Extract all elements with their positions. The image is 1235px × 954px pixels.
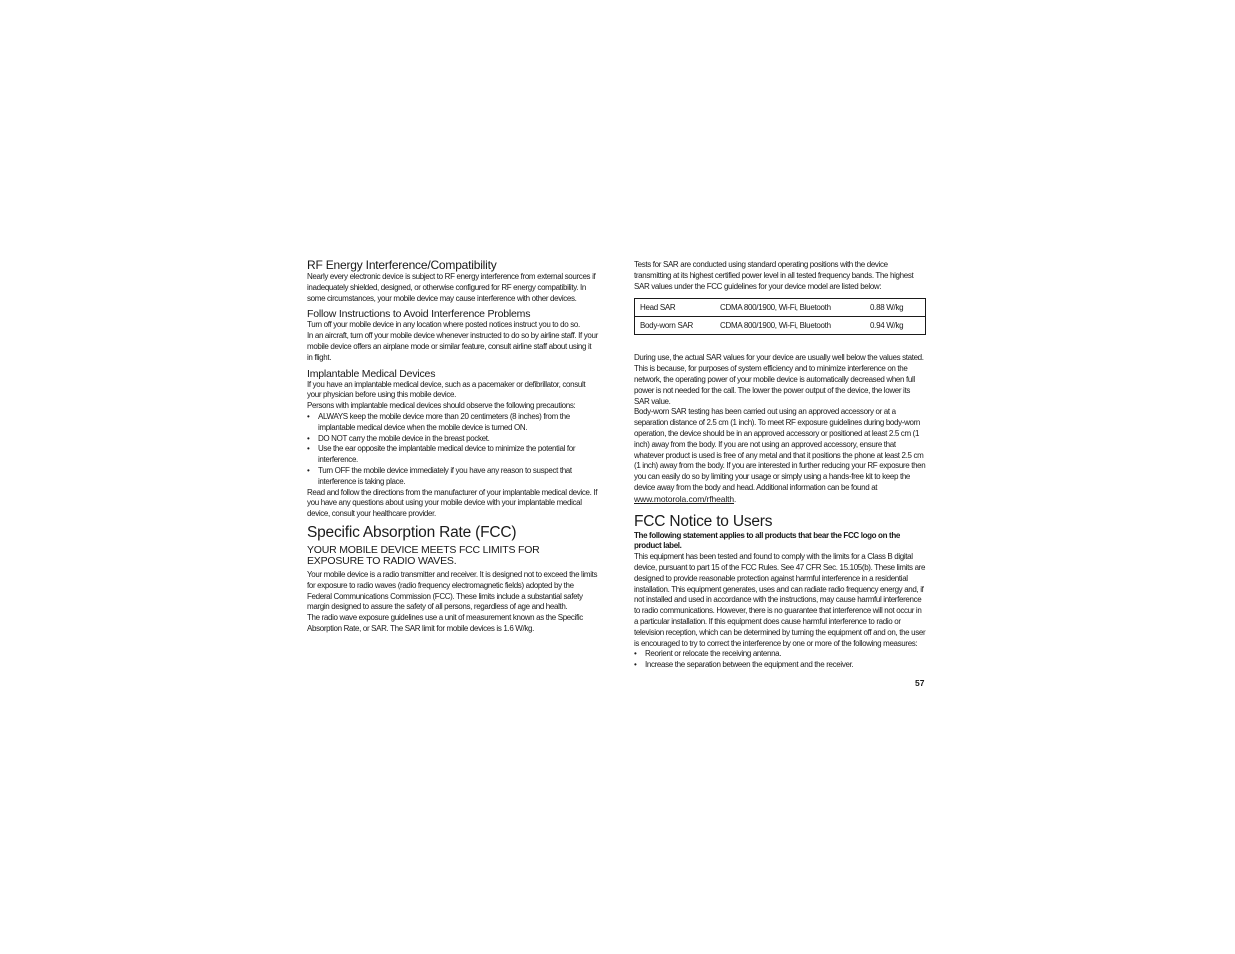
- body-worn-end: .: [734, 494, 736, 504]
- body-worn-paragraph: [634, 407, 926, 505]
- list-item: • DO NOT carry the mobile device in the breast pocket.: [307, 434, 598, 445]
- page-number: 57: [915, 678, 925, 688]
- implant-section-title: Implantable Medical Devices: [307, 367, 436, 380]
- list-item: • Use the ear opposite the implantable medical device to minimize the potential for interference.: [307, 444, 598, 466]
- sar-caps-heading: YOUR MOBILE DEVICE MEETS FCC LIMITS FOR EXPOSURE TO RADIO WAVES.: [307, 543, 540, 568]
- fcc-section-title: FCC Notice to Users: [634, 512, 773, 530]
- fcc-bullet-list: [634, 649, 926, 671]
- table-cell: 0.94 W/kg: [865, 317, 926, 335]
- tests-paragraph: Tests for SAR are conducted using standard operating positions with the device transmitting at its highest certified power level in all tested frequency bands. The highest SAR values under the FCC guidelines for your device model are listed below:: [634, 260, 914, 291]
- table-cell: 0.88 W/kg: [865, 299, 926, 317]
- implant-paragraph-2: Persons with implantable medical devices should observe the following precautions:: [307, 401, 576, 411]
- implant-paragraph-3: Read and follow the directions from the manufacturer of your implantable medical device. If you have any questions about using your mobile device with your implantable medical device, consult your healthcare provider.: [307, 487, 598, 519]
- table-row: [635, 317, 926, 335]
- motorola-rfhealth-link[interactable]: www.motorola.com/rfhealth: [634, 493, 735, 504]
- left-column: [307, 258, 598, 635]
- fcc-bold-statement: The following statement applies to all products that bear the FCC logo on the product label.: [634, 530, 900, 551]
- list-item: • Increase the separation between the equipment and the receiver.: [634, 660, 926, 671]
- rf-body-text: Nearly every electronic device is subject to RF energy interference from external sources if inadequately shielded, designed, or otherwise configured for RF energy compatibility. In some circumstances, your mobile device may cause interference with other devices.: [307, 272, 596, 303]
- sar-paragraph-1: Your mobile device is a radio transmitter and receiver. It is designed not to exceed the limits for exposure to radio waves (radio frequency electromagnetic fields) adopted by the Federal Communications Commission (FCC). These limits include a substantial safety margin designed to assure the safety of all persons, regardless of age and health.: [307, 569, 598, 612]
- sar-section-title: Specific Absorption Rate (FCC): [307, 523, 517, 541]
- table-cell: Head SAR: [635, 299, 716, 317]
- table-row: [635, 299, 926, 317]
- implant-bullet-list: [307, 412, 598, 488]
- sar-values-table: [634, 298, 926, 335]
- list-item: • ALWAYS keep the mobile device more than 20 centimeters (8 inches) from the implantable medical device when the mobile device is turned ON.: [307, 412, 598, 434]
- table-cell: Body-worn SAR: [635, 317, 716, 335]
- list-item: • Reorient or relocate the receiving antenna.: [634, 649, 926, 660]
- implant-paragraph-1: If you have an implantable medical device, such as a pacemaker or defibrillator, consult your physician before using this mobile device.: [307, 379, 586, 400]
- right-column: [634, 260, 926, 671]
- follow-section-title: Follow Instructions to Avoid Interference Problems: [307, 308, 531, 321]
- during-use-paragraph: During use, the actual SAR values for your device are usually well below the values stated. This is because, for purposes of system efficiency and to minimize interference on the network, the operating power of your mobile device is automatically decreased when full power is not needed for the call. The lower the power output of the device, the lower its SAR value.: [634, 353, 924, 406]
- rf-section-title: RF Energy Interference/Compatibility: [307, 258, 497, 272]
- sar-paragraph-2: The radio wave exposure guidelines use a unit of measurement known as the Specific Absorption Rate, or SAR. The SAR limit for mobile devices is 1.6 W/kg.: [307, 613, 583, 633]
- fcc-paragraph: This equipment has been tested and found to comply with the limits for a Class B digital device, pursuant to part 15 of the FCC Rules. See 47 CFR Sec. 15.105(b). These limits are designed to provide reasonable protection against harmful interference in a residential installation. This equipment generates, uses and can radiate radio frequency energy and, if not installed and used in accordance with the instructions, may cause harmful interference to radio communications. However, there is no guarantee that interference will not occur in a particular installation. If this equipment does cause harmful interference to radio or television reception, which can be determined by turning the equipment off and on, the user is encouraged to try to correct the interference by one or more of the following measures:: [634, 552, 926, 648]
- follow-paragraph-2: In an aircraft, turn off your mobile device whenever instructed to do so by airline staff. If your mobile device offers an airplane mode or similar feature, consult airline staff about using it in flight.: [307, 331, 598, 362]
- table-cell: CDMA 800/1900, Wi-Fi, Bluetooth: [715, 317, 865, 335]
- table-cell: CDMA 800/1900, Wi-Fi, Bluetooth: [715, 299, 865, 317]
- body-worn-text: Body-worn SAR testing has been carried out using an approved accessory or at a separation distance of 2.5 cm (1 inch). To meet RF exposure guidelines during body-worn operation, the device should be in an approved accessory or positioned at least 2.5 cm (1 inch) away from the body. If you are not using an approved accessory, ensure that whatever product is used is free of any metal and that it positions the phone at least 2.5 cm (1 inch) away from the body. If you are interested in further reducing your RF exposure then you can easily do so by limiting your usage or simply using a hands-free kit to keep the device away from the body and head. Additional information can be found at: [634, 407, 926, 492]
- follow-paragraph-1: Turn off your mobile device in any location where posted notices instruct you to do so.: [307, 320, 580, 330]
- list-item: • Turn OFF the mobile device immediately if you have any reason to suspect that interference is taking place.: [307, 466, 598, 488]
